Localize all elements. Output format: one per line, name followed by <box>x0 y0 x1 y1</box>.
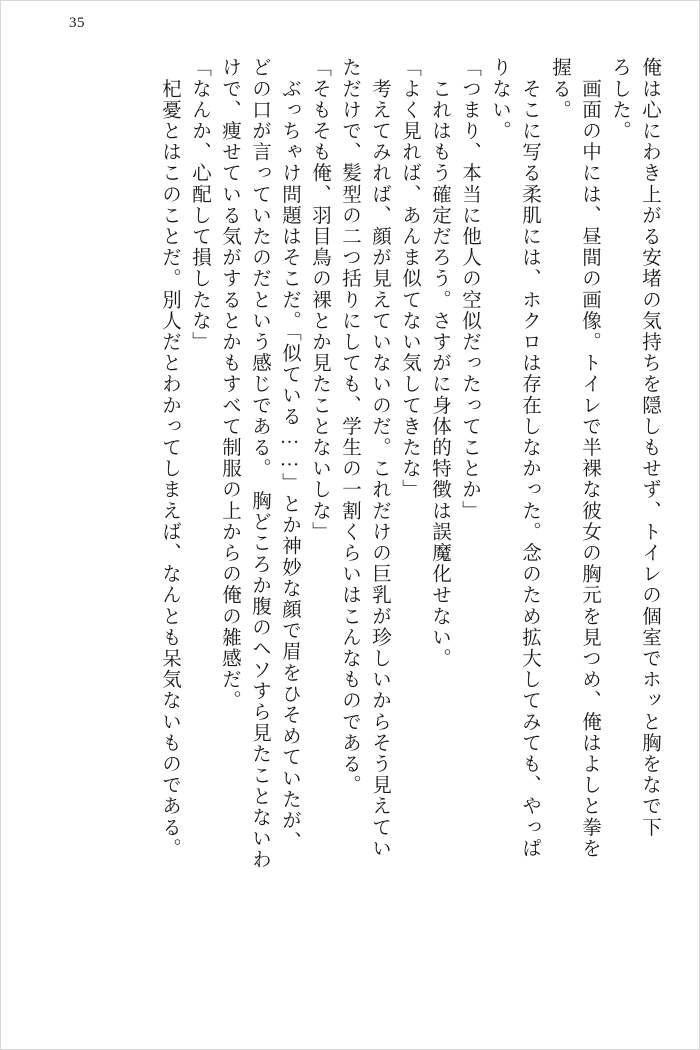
text-line: 「そもそも俺、羽目鳥の裸とか見たことないしな」 <box>309 57 330 543</box>
text-line: ろした。 <box>609 57 630 142</box>
text-line: 「よく見れば、あんま似てない気してきたな」 <box>399 57 420 501</box>
vertical-text-body <box>41 57 659 1009</box>
text-line: ただけで、髪型の二つ括りにしても、学生の一割くらいはこんなものである。 <box>339 57 360 796</box>
text-line: ぶっちゃけ問題はそこだ。「似ている……」とか神妙な顔で眉をひそめていたが、 <box>279 57 300 853</box>
text-line: 俺は心にわき上がる安堵の気持ちを隠しもせず、トイレの個室でホッと胸をなで下 <box>639 57 660 838</box>
text-line: これはもう確定だろう。さすがに身体的特徴は誤魔化せない。 <box>429 57 450 669</box>
page-number: 35 <box>69 15 85 31</box>
text-line: どの口が言っていたのだという感じである。 胸どころか腹のヘソすら見たことないわ <box>249 57 270 871</box>
text-line: 考えてみれば、顔が見えていないのだ。これだけの巨乳が珍しいからそう見えてい <box>369 57 390 859</box>
text-line: 「つまり、本当に他人の空似だったってことか」 <box>459 57 480 522</box>
text-line: 画面の中には、昼間の画像。トイレで半裸な彼女の胸元を見つめ、俺はよしと拳を <box>579 57 600 859</box>
text-line: りない。 <box>489 57 510 142</box>
text-line: けで、痩せている気がするとかもすべて制服の上からの俺の雑感だ。 <box>219 57 240 712</box>
text-line: 握る。 <box>549 57 570 121</box>
text-line: 「なんか、心配して損したな」 <box>189 57 210 353</box>
text-line: 杞憂とはこのことだ。別人だとわかってしまえば、なんとも呆気ないものである。 <box>159 57 180 859</box>
text-line: そこに写る柔肌には、ホクロは存在しなかった。念のため拡大してみても、やっぱ <box>519 57 540 859</box>
